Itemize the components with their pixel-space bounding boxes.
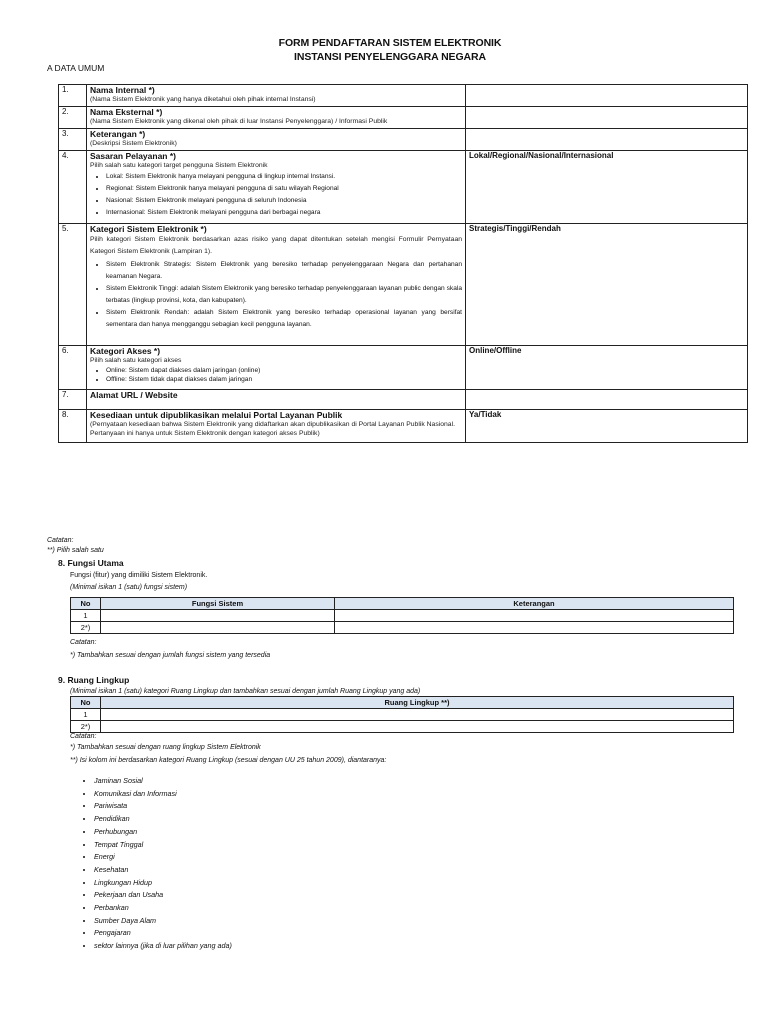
table-row [59,410,748,443]
row-value-field[interactable]: Strategis/Tinggi/Rendah [466,224,748,346]
fungsi-utama-heading: 8. Fungsi Utama [58,558,124,568]
table-row [71,622,734,634]
table-row [59,224,748,346]
data-umum-table [58,84,748,443]
list-item: • Sumber Daya Alam [94,915,232,928]
fungsi-table [70,597,734,634]
list-item: • Internasional: Sistem Elektronik melayani pengguna dari berbagai negara [106,207,462,219]
row-description: (Deskripsi Sistem Elektronik) [90,140,177,147]
row-value-field[interactable]: Ya/Tidak [466,410,748,443]
row-title: Kategori Akses *) [90,346,161,356]
row-number: 4. [59,151,87,224]
fungsi-description: Fungsi (fitur) yang dimiliki Sistem Elektronik. [70,572,208,579]
row-number: 1 [71,709,101,721]
row-value-field[interactable] [466,129,748,151]
row-value-field[interactable] [466,85,748,107]
row-description: (Nama Sistem Elektronik yang hanya diketahui oleh pihak internal Instansi) [90,96,316,103]
form-title-line2: INSTANSI PENYELENGGARA NEGARA [294,51,486,63]
list-item: • Komunikasi dan Informasi [94,788,232,801]
row-label-cell [87,85,466,107]
ruang-hint: (Minimal isikan 1 (satu) kategori Ruang Lingkup dan tambahkan sesuai dengan jumlah Ruang Lingkup yang ada) [70,688,421,695]
row-number: 3. [59,129,87,151]
list-item: • Online: Sistem dapat diakses dalam jaringan (online) [106,366,462,375]
list-item: • Perhubungan [94,826,232,839]
row-number: 7. [59,390,87,410]
row-title: Kategori Sistem Elektronik *) [90,224,207,234]
row-label-cell [87,410,466,443]
ruang-lingkup-cell[interactable] [101,721,734,733]
row-number: 1. [59,85,87,107]
row-label-cell [87,129,466,151]
row-label-cell [87,224,466,346]
row-value-field[interactable]: Lokal/Regional/Nasional/Internasional [466,151,748,224]
column-header-no: No [71,697,101,709]
catatan-a [47,536,104,556]
option-list [90,366,462,384]
row-title: Kesediaan untuk dipublikasikan melalui Portal Layanan Publik [90,410,343,420]
list-item: • Jaminan Sosial [94,775,232,788]
table-row [71,721,734,733]
list-item: • Energi [94,851,232,864]
table-header-row [71,598,734,610]
list-item: • Perbankan [94,902,232,915]
row-description: Pilih kategori Sistem Elektronik berdasarkan azas risiko yang dapat ditentukan setelah mengisi Formulir Pernyataan Kategori Sistem Elektronik (Lampiran 1). [90,236,462,255]
table-row [59,151,748,224]
column-header-fungsi: Fungsi Sistem [101,598,335,610]
row-description: Pilih salah satu kategori target pengguna Sistem Elektronik [90,162,268,169]
list-item: • Lingkungan Hidup [94,877,232,890]
catatan-note: **) Pilih salah satu [47,547,104,554]
list-item: • Pariwisata [94,800,232,813]
list-item: • Sistem Elektronik Tinggi: adalah Sistem Elektronik yang beresiko terhadap penyelenggaraan layanan public dengan skala terbatas (lingkup provinsi, kota, dan kabupaten). [106,283,462,307]
list-item: • Nasional: Sistem Elektronik melayani pengguna di seluruh Indonesia [106,195,462,207]
row-title: Keterangan *) [90,129,146,139]
column-header-keterangan: Keterangan [335,598,734,610]
table-row [71,610,734,622]
table-row [59,346,748,390]
row-title: Nama Eksternal *) [90,107,163,117]
table-row [59,85,748,107]
list-item: • Pendidikan [94,813,232,826]
row-number: 2*) [71,721,101,733]
list-item: • Kesehatan [94,864,232,877]
list-item: • Tempat Tinggal [94,839,232,852]
table-row [59,390,748,410]
list-item: • sektor lainnya (jika di luar pilihan yang ada) [94,940,232,953]
ruang-note-1: *) Tambahkan sesuai dengan ruang lingkup Sistem Elektronik [70,744,261,751]
table-row [71,709,734,721]
row-number: 2. [59,107,87,129]
sector-list [80,775,232,953]
row-label-cell [87,390,466,410]
option-list [90,259,462,331]
row-value-field[interactable] [466,107,748,129]
row-number: 5. [59,224,87,346]
ruang-lingkup-table [70,696,734,733]
row-label-cell [87,151,466,224]
fungsi-note: *) Tambahkan sesuai dengan jumlah fungsi sistem yang tersedia [70,652,271,659]
form-title-line1: FORM PENDAFTARAN SISTEM ELEKTRONIK [278,37,502,49]
keterangan-cell[interactable] [335,610,734,622]
fungsi-hint: (Minimal isikan 1 (satu) fungsi sistem) [70,584,188,591]
row-number: 6. [59,346,87,390]
list-item: • Offline: Sistem tidak dapat diakses dalam jaringan [106,375,462,384]
row-title: Alamat URL / Website [90,390,178,400]
option-list [90,171,462,219]
row-title: Sasaran Pelayanan *) [90,151,176,161]
row-title: Nama Internal *) [90,85,155,95]
column-header-no: No [71,598,101,610]
list-item: • Sistem Elektronik Strategis: Sistem Elektronik yang beresiko terhadap penyelenggaraan Negara dan pertahanan keamanan Negara. [106,259,462,283]
row-number: 2*) [71,622,101,634]
ruang-lingkup-cell[interactable] [101,709,734,721]
row-description: Pilih salah satu kategori akses [90,357,182,364]
ruang-lingkup-heading: 9. Ruang Lingkup [58,675,130,685]
keterangan-cell[interactable] [335,622,734,634]
row-number: 8. [59,410,87,443]
row-number: 1 [71,610,101,622]
table-row [59,129,748,151]
list-item: • Lokal: Sistem Elektronik hanya melayani pengguna di lingkup internal Instansi. [106,171,462,183]
list-item: • Regional: Sistem Elektronik hanya melayani pengguna di satu wilayah Regional [106,183,462,195]
row-label-cell [87,107,466,129]
section-a-heading: A DATA UMUM [47,63,105,73]
row-label-cell [87,346,466,390]
table-header-row [71,697,734,709]
catatan-label: Catatan: [47,537,74,544]
table-row [59,107,748,129]
ruang-catatan-label: Catatan: [70,733,97,740]
row-description: (Pernyataan kesediaan bahwa Sistem Elektronik yang didaftarkan akan dipublikasikan di Portal Layanan Publik Nasional. Pertanyaan ini hanya untuk Sistem Elektronik dengan kategori akses Publik) [90,421,455,437]
fungsi-cell[interactable] [101,622,335,634]
row-value-field[interactable]: Online/Offline [466,346,748,390]
list-item: • Pengajaran [94,927,232,940]
ruang-note-2: **) Isi kolom ini berdasarkan kategori Ruang Lingkup (sesuai dengan UU 25 tahun 2009), diantaranya: [70,757,387,764]
list-item: • Sistem Elektronik Rendah: adalah Sistem Elektronik yang beresiko terhadap operasional layanan yang bersifat sementara dan hanya mengganggu sebagian kecil pengguna layanan. [106,307,462,331]
list-item: • Pekerjaan dan Usaha [94,889,232,902]
row-description: (Nama Sistem Elektronik yang dikenal oleh pihak di luar Instansi Penyelenggara) / Informasi Publik [90,118,388,125]
url-field[interactable] [466,390,748,410]
fungsi-catatan-label: Catatan: [70,639,97,646]
fungsi-cell[interactable] [101,610,335,622]
column-header-ruang-lingkup: Ruang Lingkup **) [101,697,734,709]
